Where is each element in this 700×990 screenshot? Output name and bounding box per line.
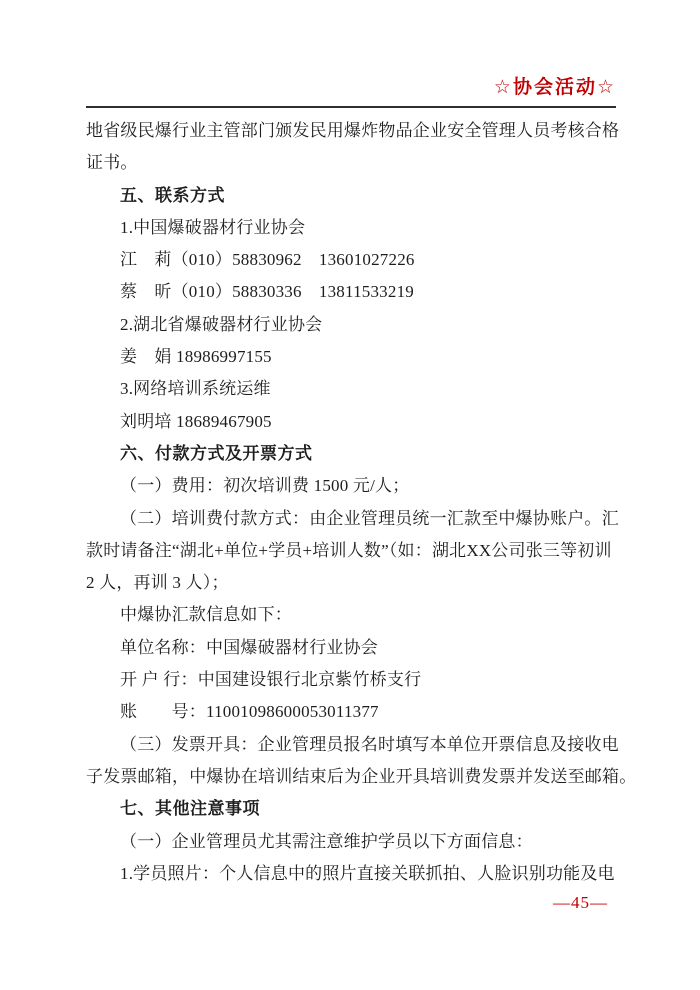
text-line: 1.学员照片：个人信息中的照片直接关联抓拍、人脸识别功能及电 <box>120 863 615 883</box>
text-line: 款时请备注“湖北+单位+学员+培训人数”（如：湖北XX公司张三等初训 <box>86 540 612 560</box>
text-line: 1.中国爆破器材行业协会 <box>120 217 306 237</box>
bank-branch-line: 开 户 行：中国建设银行北京紫竹桥支行 <box>120 670 422 690</box>
text-line: 地省级民爆行业主管部门颁发民用爆炸物品企业安全管理人员考核合格 <box>86 121 620 140</box>
text-line: （三）发票开具：企业管理员报名时填写本单位开票信息及接收电 <box>120 734 619 754</box>
page-number: —45— <box>553 893 608 912</box>
text-line: 3.网络培训系统运维 <box>120 379 271 399</box>
section-heading-5: 五、联系方式 <box>120 185 225 205</box>
bank-name-line: 单位名称：中国爆破器材行业协会 <box>120 637 378 657</box>
text-line: 证书。 <box>86 153 138 173</box>
page-content <box>86 72 637 890</box>
column-title: ☆协会活动☆ <box>493 77 616 98</box>
text-line: 2.湖北省爆破器材行业协会 <box>120 314 323 334</box>
text-line: 2 人，再训 3 人）； <box>86 573 229 593</box>
section-heading-7: 七、其他注意事项 <box>120 799 260 819</box>
contact-line: 蔡 昕（010）58830336 13811533219 <box>120 282 414 302</box>
contact-line: 刘明培 18689467905 <box>120 411 272 431</box>
section-heading-6: 六、付款方式及开票方式 <box>120 443 313 463</box>
text-line: （一）企业管理员尤其需注意维护学员以下方面信息： <box>120 831 533 851</box>
text-line: 子发票邮箱，中爆协在培训结束后为企业开具培训费发票并发送至邮箱。 <box>86 766 637 786</box>
contact-line: 姜 娟 18986997155 <box>120 347 272 367</box>
account-number-line: 账 号：11001098600053011377 <box>120 702 379 722</box>
text-line: 中爆协汇款信息如下： <box>120 605 292 625</box>
text-line: （一）费用：初次培训费 1500 元/人； <box>120 476 410 496</box>
body-text <box>86 108 637 890</box>
contact-line: 江 莉（010）58830962 13601027226 <box>120 250 415 270</box>
text-line: （二）培训费付款方式：由企业管理员统一汇款至中爆协账户。汇 <box>120 508 619 528</box>
column-header <box>86 72 616 108</box>
